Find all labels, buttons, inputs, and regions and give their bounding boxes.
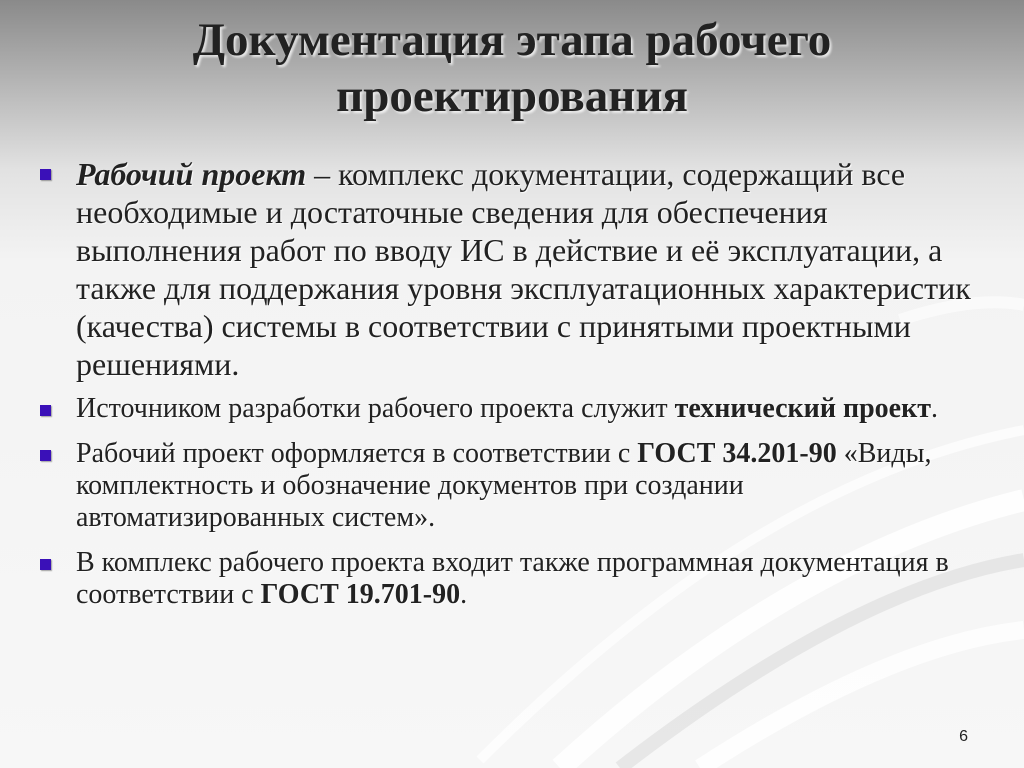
bullet-square-icon xyxy=(40,559,51,570)
standard-reference: ГОСТ 19.701-90 xyxy=(260,579,461,610)
bullet-text: – комплекс документации, содержащий все необходимые и достаточные сведения для обеспечения выполнения работ по вводу ИС в действие и её эксплуатации, а также для поддержания уровня эксплуатационных характеристик (качества) системы в соответствии с принятыми проектными решениями. xyxy=(76,156,971,382)
standard-reference: ГОСТ 34.201-90 xyxy=(637,438,837,469)
bullet-item xyxy=(36,155,986,383)
bullet-text: . xyxy=(460,579,468,610)
page-number: 6 xyxy=(959,728,968,745)
bullet-list xyxy=(36,155,986,624)
bullet-text: Источником разработки рабочего проекта служит xyxy=(76,393,675,424)
bullet-item xyxy=(36,393,986,425)
bullet-square-icon xyxy=(40,169,51,180)
bullet-square-icon xyxy=(40,450,51,461)
bullet-text: Рабочий проект оформляется в соответствии с xyxy=(76,438,638,469)
bullet-item xyxy=(36,438,986,534)
bullet-text: . xyxy=(930,393,938,424)
bold-term: технический проект xyxy=(674,393,931,424)
bullet-square-icon xyxy=(40,405,51,416)
slide-title: Документация этапа рабочего проектирования xyxy=(192,14,832,122)
bullet-item xyxy=(36,547,986,611)
bullet-text: В комплекс рабочего проекта входит также программная документация в соответствии с xyxy=(76,547,949,610)
bullet-text: «Виды, комплектность и обозначение документов при создании автоматизированных систем». xyxy=(76,438,932,533)
term-working-project: Рабочий проект xyxy=(76,156,307,192)
